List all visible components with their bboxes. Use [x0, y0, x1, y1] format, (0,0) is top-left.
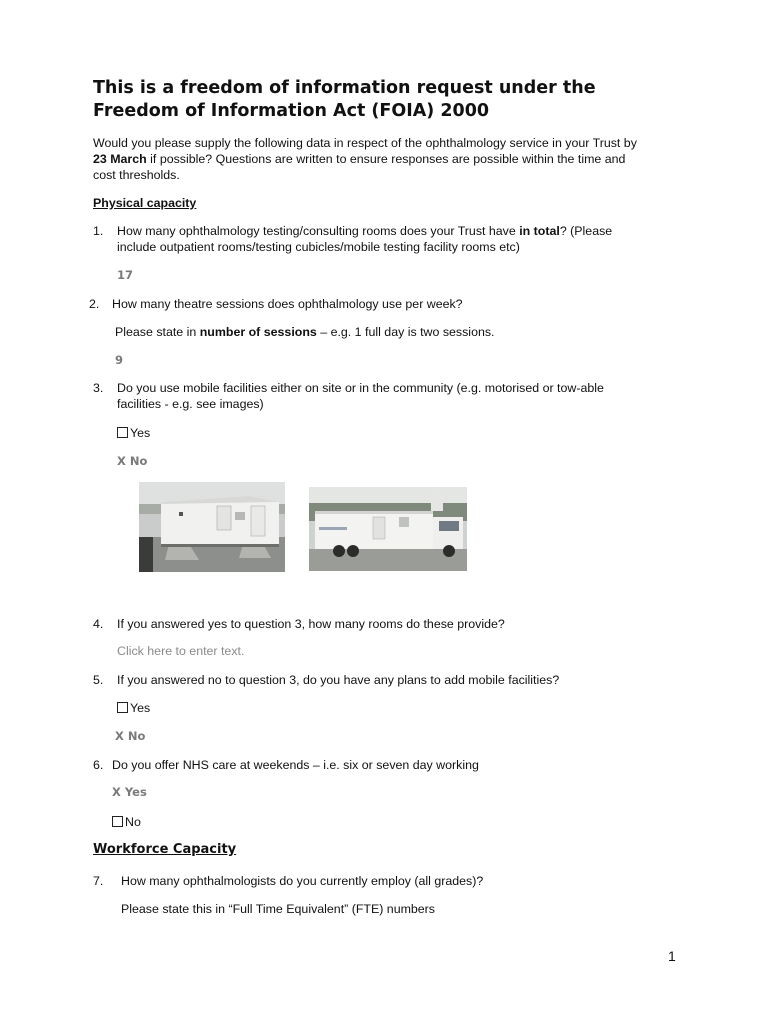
- trailer-image-graphic: [139, 482, 285, 572]
- q3-option-no-selected[interactable]: X No: [117, 454, 148, 468]
- question-6: Do you offer NHS care at weekends – i.e. six or seven day working: [112, 758, 479, 772]
- question-2-note: [115, 324, 494, 340]
- question-number-7: 7.: [93, 874, 104, 888]
- question-1-text-a: How many ophthalmology testing/consulting rooms does your Trust have: [117, 224, 520, 238]
- mobile-unit-truck-image: [309, 487, 467, 571]
- question-3-line-2: facilities - e.g. see images): [117, 397, 264, 411]
- intro-line-3: cost thresholds.: [93, 168, 180, 182]
- q5-option-yes-label: Yes: [130, 701, 151, 715]
- intro-line-1: Would you please supply the following data in respect of the ophthalmology service in your Trust by: [93, 136, 637, 150]
- page-number: 1: [668, 948, 676, 964]
- question-7: How many ophthalmologists do you currently employ (all grades)?: [121, 874, 484, 888]
- answer-1[interactable]: 17: [117, 268, 134, 282]
- question-1: [117, 223, 677, 255]
- question-7-note: Please state this in “Full Time Equivalent” (FTE) numbers: [121, 902, 436, 916]
- checkbox-icon[interactable]: [112, 816, 123, 827]
- question-number-6: 6.: [93, 758, 104, 772]
- question-3-line-1: Do you use mobile facilities either on site or in the community (e.g. motorised or tow-able: [117, 381, 604, 395]
- question-number-4: 4.: [93, 617, 104, 631]
- section-heading-workforce-capacity: Workforce Capacity: [93, 842, 237, 857]
- title-line-1: This is a freedom of information request under the: [93, 78, 596, 98]
- answer-4-field[interactable]: Click here to enter text.: [117, 644, 245, 658]
- question-number-3: 3.: [93, 381, 104, 395]
- question-2: How many theatre sessions does ophthalmology use per week?: [112, 297, 463, 311]
- question-number-1: 1.: [93, 224, 104, 238]
- question-1-emphasis: in total: [519, 224, 560, 238]
- q3-option-yes[interactable]: [117, 425, 150, 441]
- q5-option-yes[interactable]: [117, 700, 150, 716]
- question-number-5: 5.: [93, 673, 104, 687]
- question-2-note-emphasis: number of sessions: [199, 325, 317, 339]
- deadline-date: 23 March: [93, 152, 147, 166]
- answer-2[interactable]: 9: [115, 353, 124, 367]
- question-5: If you answered no to question 3, do you have any plans to add mobile facilities?: [117, 673, 560, 687]
- mobile-unit-trailer-image: [139, 482, 285, 572]
- question-1-line-1: [117, 223, 677, 239]
- question-1-line-2: include outpatient rooms/testing cubicles/mobile testing facility rooms etc): [117, 240, 520, 254]
- question-2-note-a: Please state in: [115, 325, 200, 339]
- intro-paragraph: [93, 135, 693, 183]
- truck-image-graphic: [309, 487, 467, 571]
- question-3: [117, 380, 677, 412]
- q5-option-no-selected[interactable]: X No: [115, 729, 146, 743]
- question-number-2: 2.: [89, 297, 100, 311]
- page-title: [93, 77, 693, 123]
- section-heading-physical-capacity: Physical capacity: [93, 196, 197, 210]
- q6-option-no[interactable]: [112, 814, 141, 830]
- question-2-note-b: – e.g. 1 full day is two sessions.: [316, 325, 495, 339]
- intro-line-2: [93, 151, 693, 167]
- title-line-2: Freedom of Information Act (FOIA) 2000: [93, 101, 490, 121]
- question-4: If you answered yes to question 3, how many rooms do these provide?: [117, 617, 505, 631]
- intro-line-2-text: if possible? Questions are written to ensure responses are possible within the time and: [146, 152, 626, 166]
- q6-option-no-label: No: [125, 815, 141, 829]
- checkbox-icon[interactable]: [117, 702, 128, 713]
- question-1-text-b: ? (Please: [559, 224, 613, 238]
- checkbox-icon[interactable]: [117, 427, 128, 438]
- q3-option-yes-label: Yes: [130, 426, 151, 440]
- q6-option-yes-selected[interactable]: X Yes: [112, 785, 147, 799]
